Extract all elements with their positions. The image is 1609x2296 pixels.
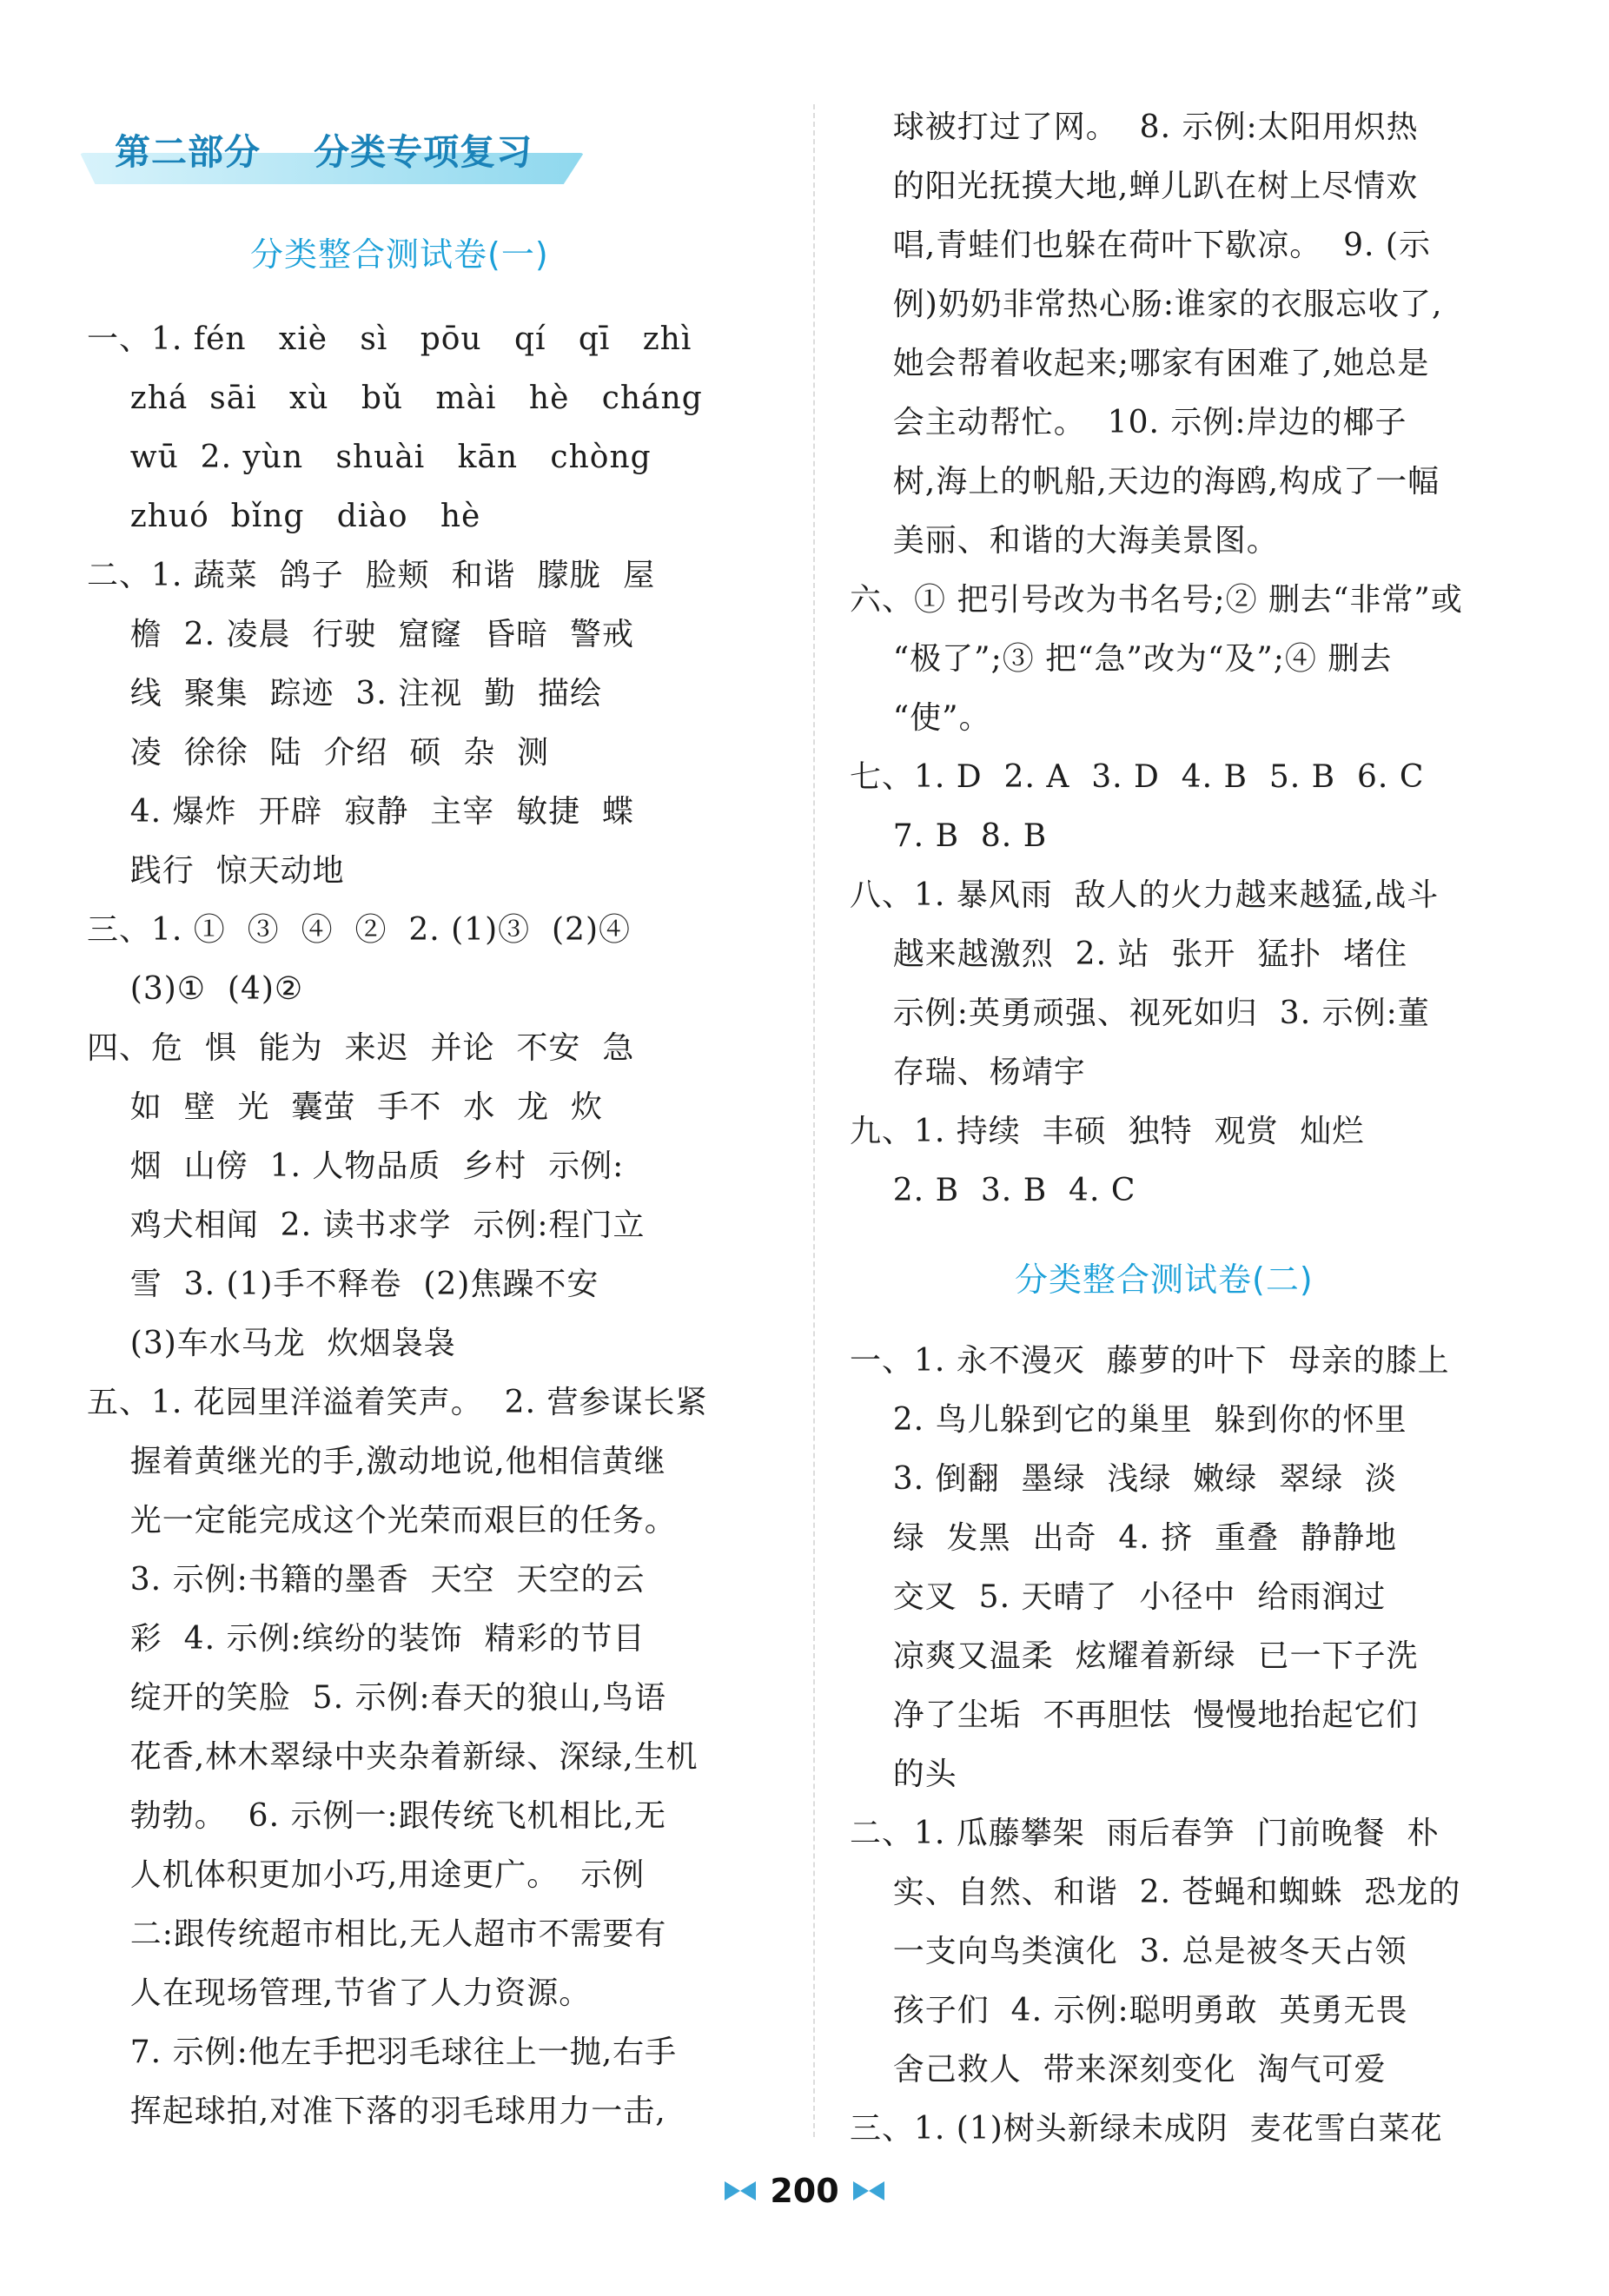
test-title-1: 分类整合测试卷(一): [250, 235, 549, 274]
page-number: 200: [770, 2172, 839, 2210]
answer-line: 雪 3. (1)手不释卷 (2)焦躁不安: [87, 1267, 599, 1302]
answer-line: 3. 倒翻 墨绿 浅绿 嫩绿 翠绿 淡: [850, 1461, 1397, 1497]
answer-line: 如 壁 光 囊萤 手不 水 龙 炊: [87, 1089, 603, 1125]
answer-line: 2. B 3. B 4. C: [850, 1173, 1136, 1208]
answer-line: 七、1. D 2. A 3. D 4. B 5. B 6. C: [850, 759, 1425, 795]
decor-triangle-icon: [853, 2181, 869, 2200]
answer-line: 一、1. fén xiè sì pōu qí qī zhì: [87, 321, 692, 357]
answer-line: 彩 4. 示例:缤纷的装饰 精彩的节目: [87, 1621, 646, 1657]
answer-line: 二、1. 瓜藤攀架 雨后春笋 门前晚餐 朴: [850, 1816, 1440, 1851]
answer-line: 八、1. 暴风雨 敌人的火力越来越猛,战斗: [850, 877, 1440, 913]
page-footer: [0, 2172, 1609, 2210]
answer-line: zhuó bǐng diào hè: [87, 499, 481, 534]
answer-line: 7. B 8. B: [850, 818, 1048, 854]
section-title: 第二部分 分类专项复习: [115, 131, 533, 173]
answer-line: 挥起球拍,对准下落的羽毛球用力一击,: [87, 2094, 666, 2129]
answer-lines-right-bottom: [850, 1332, 1460, 2159]
answer-line: “极了”;③ 把“急”改为“及”;④ 删去: [850, 641, 1393, 677]
answer-line: 4. 爆炸 开辟 寂静 主宰 敏捷 蝶: [87, 794, 634, 830]
answer-line: 示例:英勇顽强、视死如归 3. 示例:董: [850, 996, 1430, 1031]
answer-line: 交叉 5. 天晴了 小径中 给雨润过: [850, 1579, 1387, 1615]
answer-line: 2. 鸟儿躲到它的巢里 躲到你的怀里: [850, 1402, 1407, 1438]
section-banner: [80, 118, 584, 191]
answer-line: 唱,青蛙们也躲在荷叶下歇凉。 9. (示: [850, 228, 1431, 263]
answer-lines-left: [87, 310, 707, 2141]
answer-line: 一、1. 永不漫灭 藤萝的叶下 母亲的膝上: [850, 1343, 1450, 1379]
answer-line: 檐 2. 凌晨 行驶 窟窿 昏暗 警戒: [87, 617, 634, 652]
decor-triangle-icon: [740, 2181, 756, 2200]
answer-line: 六、① 把引号改为书名号;② 删去“非常”或: [850, 582, 1463, 618]
answer-line: 人机体积更加小巧,用途更广。 示例: [87, 1857, 646, 1893]
answer-line: wū 2. yùn shuài kān chòng: [87, 440, 652, 475]
answer-line: 实、自然、和谐 2. 苍蝇和蜘蛛 恐龙的: [850, 1875, 1461, 1910]
answer-line: 五、1. 花园里洋溢着笑声。 2. 营参谋长紧: [87, 1385, 708, 1420]
answer-line: 握着黄继光的手,激动地说,他相信黄继: [87, 1444, 666, 1479]
answer-line: 净了尘垢 不再胆怯 慢慢地抬起它们: [850, 1697, 1419, 1733]
answer-lines-right-top: [850, 98, 1463, 1221]
answer-line: 会主动帮忙。 10. 示例:岸边的椰子: [850, 405, 1407, 440]
answer-line: 绽开的笑脸 5. 示例:春天的狼山,鸟语: [87, 1680, 667, 1716]
answer-line: 舍己救人 带来深刻变化 淘气可爱: [850, 2052, 1387, 2088]
answer-line: 绿 发黑 出奇 4. 挤 重叠 静静地: [850, 1520, 1397, 1556]
answer-line: 三、1. (1)树头新绿未成阴 麦花雪白菜花: [850, 2111, 1443, 2147]
answer-line: 例)奶奶非常热心肠:谁家的衣服忘收了,: [850, 287, 1443, 322]
test-title-2: 分类整合测试卷(二): [1015, 1260, 1314, 1299]
answer-line: 践行 惊天动地: [87, 853, 345, 889]
answer-line: 存瑞、杨靖宇: [850, 1055, 1086, 1090]
answer-line: 凌 徐徐 陆 介绍 硕 杂 测: [87, 735, 550, 771]
answer-line: 的头: [850, 1757, 957, 1792]
answer-line: 美丽、和谐的大海美景图。: [850, 523, 1279, 559]
answer-line: 九、1. 持续 丰硕 独特 观赏 灿烂: [850, 1114, 1365, 1149]
answer-line: 三、1. ① ③ ④ ② 2. (1)③ (2)④: [87, 912, 632, 948]
answer-line: 树,海上的帆船,天边的海鸥,构成了一幅: [850, 464, 1440, 500]
answer-line: 3. 示例:书籍的墨香 天空 天空的云: [87, 1562, 646, 1598]
answer-line: “使”。: [850, 700, 991, 736]
answer-line: 的阳光抚摸大地,蝉儿趴在树上尽情欢: [850, 169, 1419, 204]
column-divider: [813, 104, 815, 2137]
answer-line: 勃勃。 6. 示例一:跟传统飞机相比,无: [87, 1798, 667, 1834]
answer-line: 烟 山傍 1. 人物品质 乡村 示例:: [87, 1148, 625, 1184]
answer-line: 孩子们 4. 示例:聪明勇敢 英勇无畏: [850, 1993, 1408, 2028]
answer-line: 线 聚集 踪迹 3. 注视 勤 描绘: [87, 676, 602, 711]
answer-line: 二:跟传统超市相比,无人超市不需要有: [87, 1916, 667, 1952]
answer-line: 7. 示例:他左手把羽毛球往上一抛,右手: [87, 2035, 678, 2070]
answer-line: 四、危 惧 能为 来迟 并论 不安 急: [87, 1030, 635, 1066]
answer-line: 她会帮着收起来;哪家有困难了,她总是: [850, 346, 1430, 381]
answer-line: (3)车水马龙 炊烟袅袅: [87, 1326, 456, 1361]
answer-line: 光一定能完成这个光荣而艰巨的任务。: [87, 1503, 677, 1538]
decor-triangle-icon: [869, 2181, 884, 2200]
answer-line: 球被打过了网。 8. 示例:太阳用炽热: [850, 109, 1419, 145]
answer-line: (3)① (4)②: [87, 971, 304, 1007]
decor-triangle-icon: [725, 2181, 740, 2200]
answer-line: 人在现场管理,节省了人力资源。: [87, 1975, 592, 2011]
answer-line: 花香,林木翠绿中夹杂着新绿、深绿,生机: [87, 1739, 699, 1775]
answer-line: 鸡犬相闻 2. 读书求学 示例:程门立: [87, 1208, 646, 1243]
answer-line: 一支向鸟类演化 3. 总是被冬天占领: [850, 1934, 1407, 1969]
answer-line: zhá sāi xù bǔ mài hè cháng: [87, 380, 703, 416]
answer-line: 二、1. 蔬菜 鸽子 脸颊 和谐 朦胧 屋: [87, 558, 656, 593]
answer-line: 越来越激烈 2. 站 张开 猛扑 堵住: [850, 936, 1408, 972]
answer-line: 凉爽又温柔 炫耀着新绿 已一下子洗: [850, 1638, 1419, 1674]
